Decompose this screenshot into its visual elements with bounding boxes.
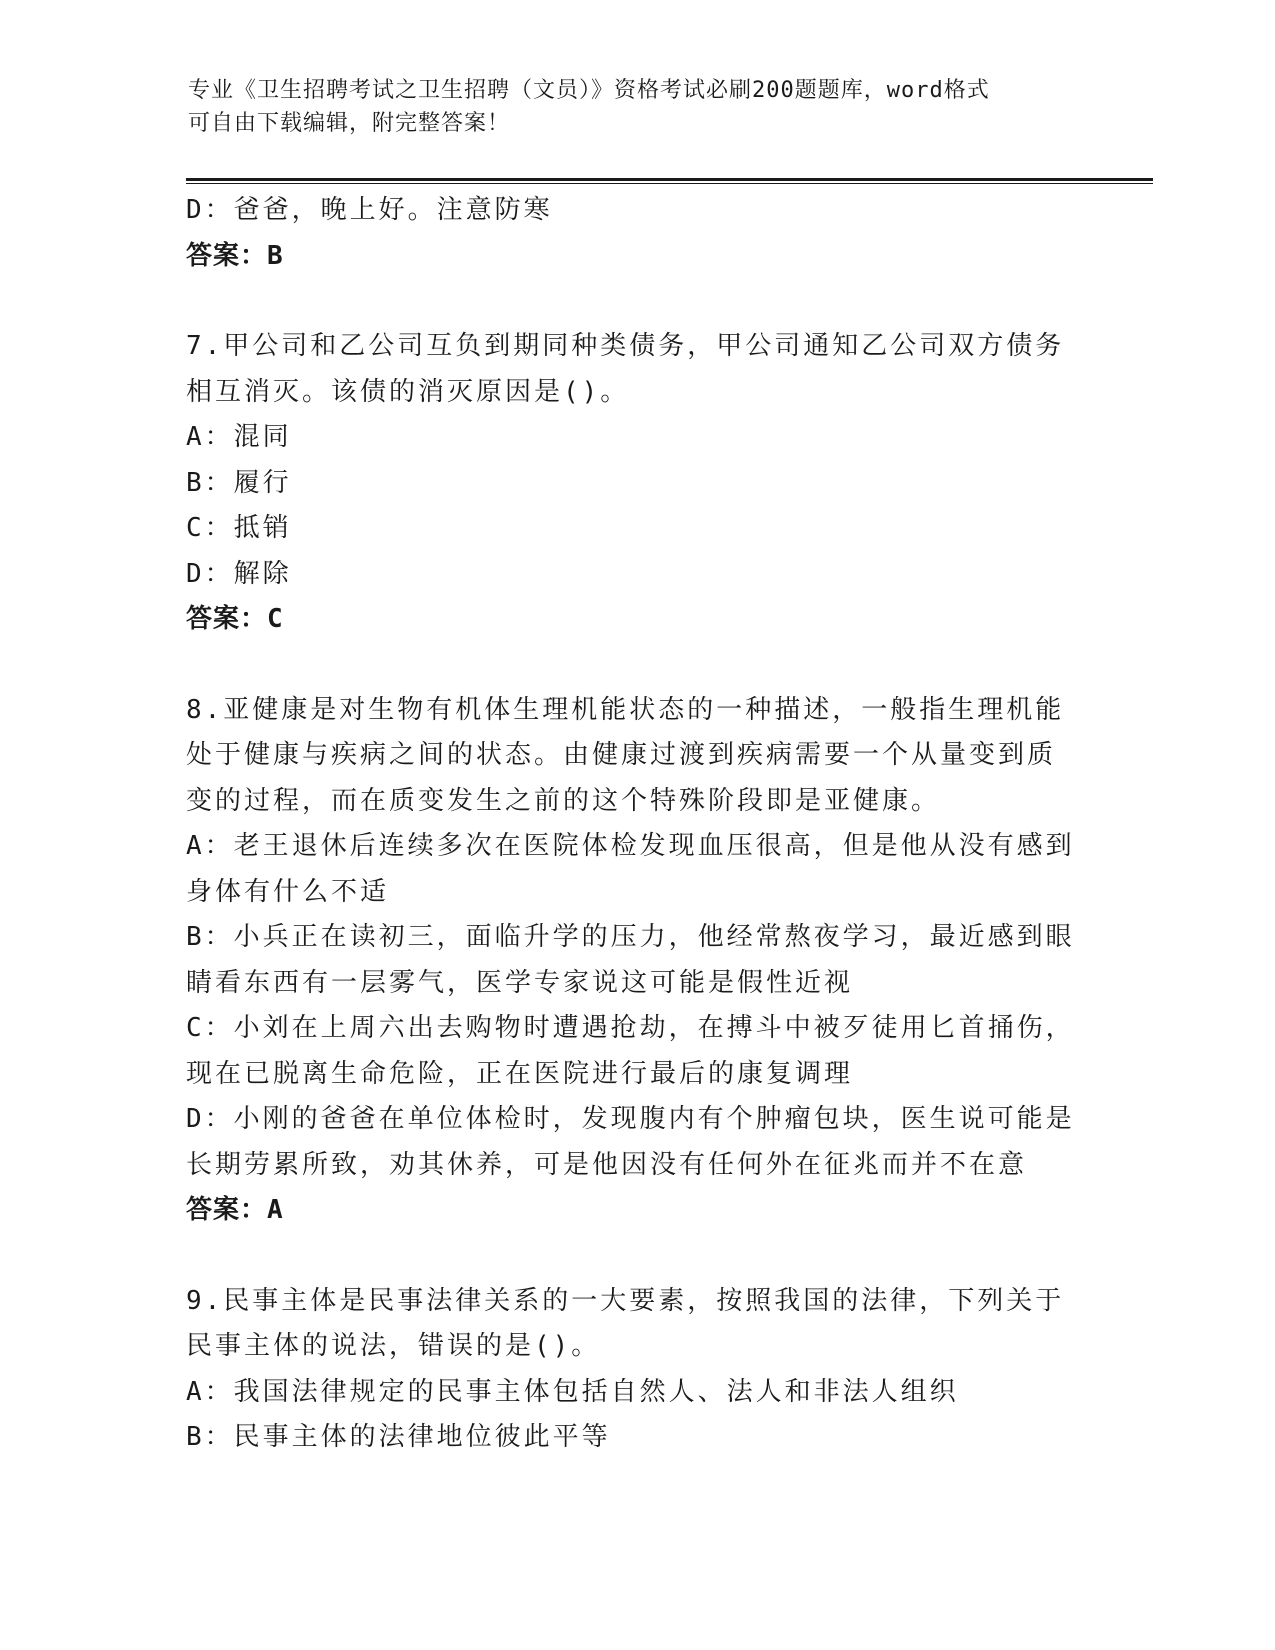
option-a: A：我国法律规定的民事主体包括自然人、法人和非法人组织: [186, 1376, 959, 1407]
question-stem: 民事主体的说法，错误的是()。: [186, 1331, 601, 1361]
option-d-cont: 长期劳累所致，劝其休养，可是他因没有任何外在征兆而并不在意: [186, 1149, 1028, 1180]
option-d: D：小刚的爸爸在单位体检时，发现腹内有个肿瘤包块，医生说可能是: [186, 1104, 1075, 1134]
question-stem: 8.亚健康是对生物有机体生理机能状态的一种描述，一般指生理机能: [186, 694, 1065, 725]
question-stem: 相互消灭。该债的消灭原因是()。: [186, 376, 630, 407]
question-stem: 变的过程，而在质变发生之前的这个特殊阶段即是亚健康。: [186, 785, 941, 816]
header-divider-thin: [186, 183, 1153, 184]
option-c: C：小刘在上周六出去购物时遭遇抢劫，在搏斗中被歹徒用匕首捅伤，: [186, 1013, 1075, 1043]
header-divider-thick: [186, 178, 1153, 181]
prev-question-tail: [186, 188, 1086, 279]
question-stem: 7.甲公司和乙公司互负到期同种类债务，甲公司通知乙公司双方债务: [186, 331, 1065, 361]
question-content: [186, 188, 1086, 1461]
spacer: [186, 1234, 1086, 1279]
page-header: [188, 74, 1088, 140]
option-b: B：小兵正在读初三，面临升学的压力，他经常熬夜学习，最近感到眼: [186, 922, 1075, 952]
header-line-1: 专业《卫生招聘考试之卫生招聘（文员）》资格考试必刷200题题库，word格式: [188, 78, 990, 103]
question-7: [186, 324, 1086, 643]
option-a: A：混同: [186, 422, 292, 452]
option-b: B：民事主体的法律地位彼此平等: [186, 1422, 611, 1452]
header-line-2: 可自由下载编辑，附完整答案！: [188, 111, 511, 136]
option-d: D：爸爸，晚上好。注意防寒: [186, 195, 553, 225]
option-d: D：解除: [186, 558, 292, 589]
answer-line: 答案：A: [186, 1195, 284, 1225]
option-b-cont: 睛看东西有一层雾气，医学专家说这可能是假性近视: [186, 967, 854, 998]
answer-line: 答案：C: [186, 604, 284, 634]
option-a-cont: 身体有什么不适: [186, 876, 390, 907]
spacer: [186, 643, 1086, 688]
option-c-cont: 现在已脱离生命危险，正在医院进行最后的康复调理: [186, 1058, 854, 1089]
question-stem: 处于健康与疾病之间的状态。由健康过渡到疾病需要一个从量变到质: [186, 740, 1057, 770]
question-9: [186, 1279, 1086, 1461]
question-stem: 9.民事主体是民事法律关系的一大要素，按照我国的法律，下列关于: [186, 1285, 1065, 1316]
option-b: B：履行: [186, 467, 292, 498]
option-c: C：抵销: [186, 513, 292, 543]
option-a: A：老王退休后连续多次在医院体检发现血压很高，但是他从没有感到: [186, 831, 1075, 861]
answer-line: 答案：B: [186, 240, 284, 271]
question-8: [186, 688, 1086, 1234]
spacer: [186, 279, 1086, 324]
